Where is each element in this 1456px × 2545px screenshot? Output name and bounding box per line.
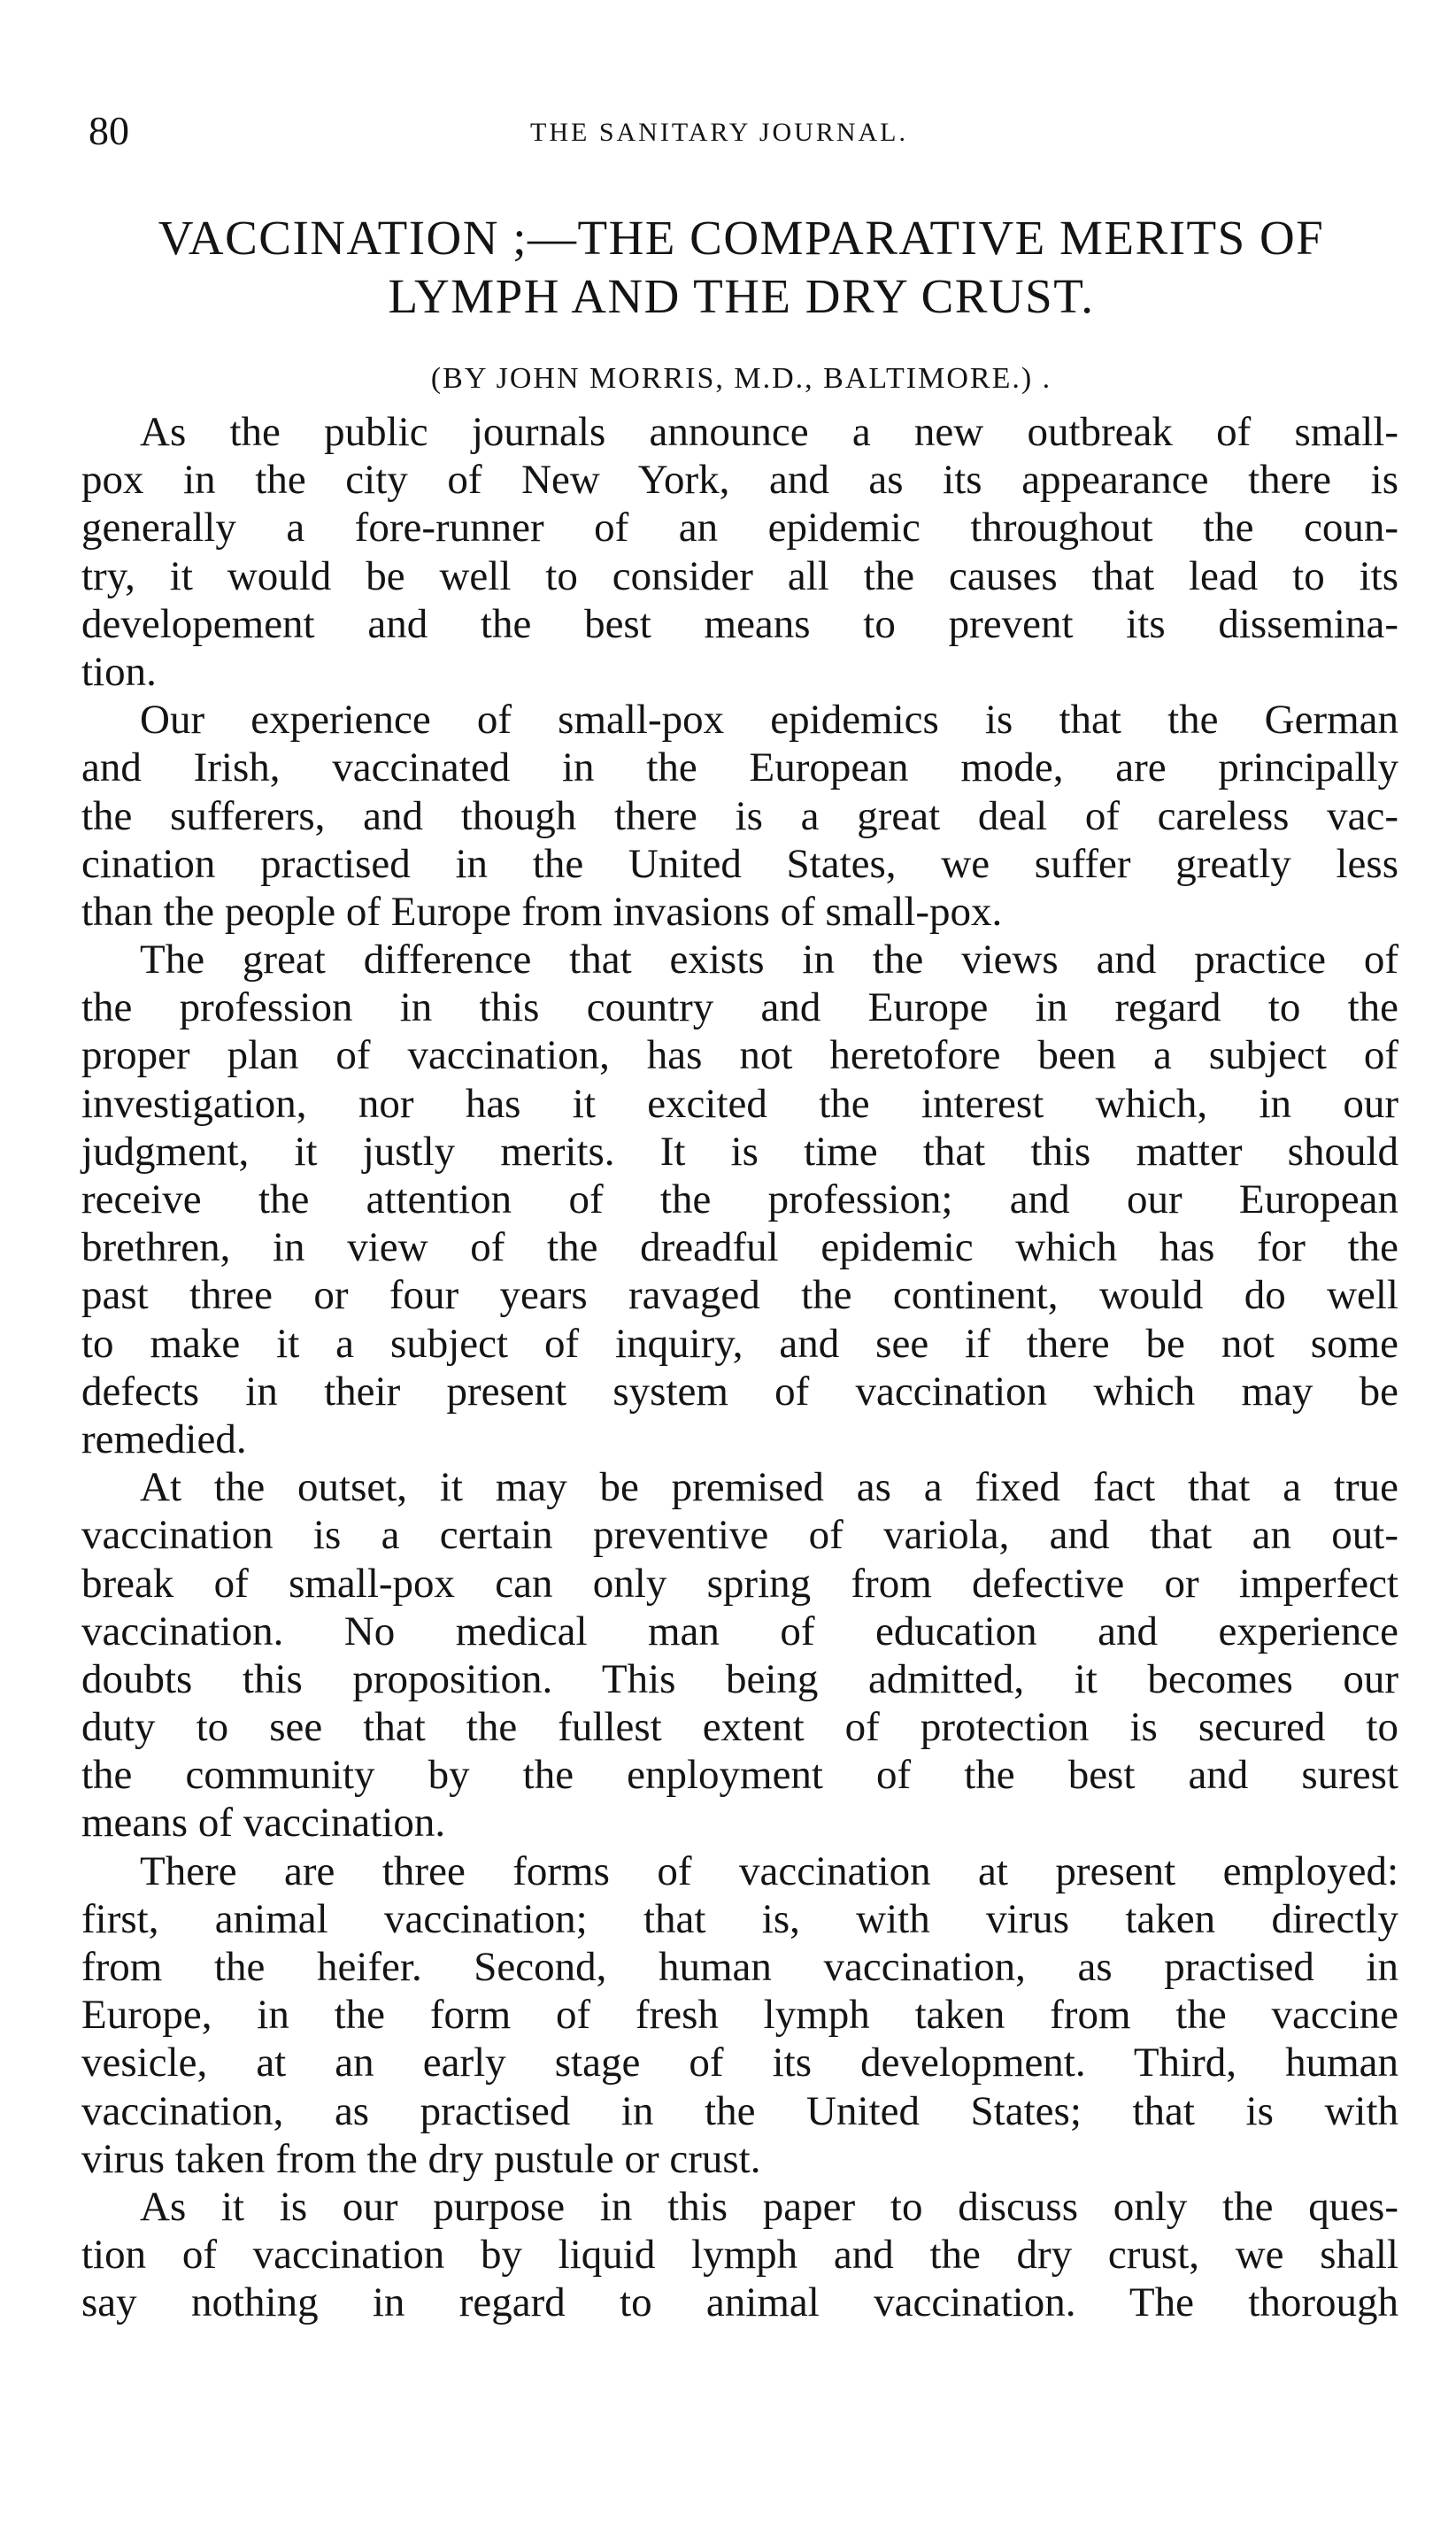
article-title bbox=[71, 209, 1412, 326]
text-line: vaccination, as practised in the United States; that is with bbox=[81, 2087, 1398, 2134]
text-line: generally a fore-runner of an epidemic throughout the coun- bbox=[81, 505, 1398, 551]
text-line: The great difference that exists in the views and practice of bbox=[140, 937, 1398, 983]
text-line: doubts this proposition. This being admitted, it becomes our bbox=[81, 1655, 1398, 1702]
article-body bbox=[81, 408, 1398, 2327]
text-line: judgment, it justly merits. It is time that this matter should bbox=[81, 1128, 1398, 1175]
article-byline: (BY JOHN MORRIS, M.D., BALTIMORE.) . bbox=[430, 362, 1052, 395]
text-line: try, it would be well to consider all the causes that lead to its bbox=[81, 552, 1398, 599]
text-line: and Irish, vaccinated in the European mode, are principally bbox=[81, 744, 1398, 791]
text-line: brethren, in view of the dreadful epidemic which has for the bbox=[81, 1224, 1398, 1271]
text-line: cination practised in the United States, we suffer greatly less bbox=[81, 840, 1398, 887]
text-line: Our experience of small-pox epidemics is that the German bbox=[140, 697, 1398, 744]
article-title-line: VACCINATION ;—THE COMPARATIVE MERITS OF bbox=[158, 211, 1325, 265]
paragraph bbox=[81, 1847, 1398, 2183]
text-line: tion of vaccination by liquid lymph and the dry crust, we shall bbox=[81, 2232, 1398, 2279]
text-line: than the people of Europe from invasions of small-pox. bbox=[81, 888, 1003, 935]
page-number: 80 bbox=[89, 108, 129, 153]
paragraph bbox=[81, 1463, 1398, 1847]
text-line: duty to see that the fullest extent of protection is secured to bbox=[81, 1704, 1398, 1751]
paragraph bbox=[81, 936, 1398, 1463]
text-line: from the heifer. Second, human vaccination, as practised in bbox=[81, 1944, 1398, 1990]
text-line: break of small-pox can only spring from defective or imperfect bbox=[81, 1560, 1398, 1607]
paragraph bbox=[81, 408, 1398, 696]
paragraph bbox=[81, 696, 1398, 936]
journal-name: THE SANITARY JOURNAL. bbox=[530, 118, 908, 147]
text-line: pox in the city of New York, and as its appearance there is bbox=[81, 457, 1398, 504]
running-head bbox=[89, 104, 1403, 158]
article-title-line: LYMPH AND THE DRY CRUST. bbox=[388, 269, 1095, 323]
text-line: Europe, in the form of fresh lymph taken from the vaccine bbox=[81, 1992, 1398, 2039]
text-line: proper plan of vaccination, has not heretofore been a subject of bbox=[81, 1032, 1398, 1079]
text-line: first, animal vaccination; that is, with virus taken directly bbox=[81, 1895, 1398, 1942]
text-line: vaccination is a certain preventive of variola, and that an out- bbox=[81, 1512, 1398, 1559]
text-line: virus taken from the dry pustule or crust. bbox=[81, 2135, 761, 2182]
text-line: the sufferers, and though there is a great deal of careless vac- bbox=[81, 792, 1398, 839]
text-line: At the outset, it may be premised as a fixed fact that a true bbox=[140, 1464, 1398, 1511]
text-line: investigation, nor has it excited the interest which, in our bbox=[81, 1080, 1398, 1127]
text-line: past three or four years ravaged the continent, would do well bbox=[81, 1272, 1398, 1319]
text-line: means of vaccination. bbox=[81, 1800, 446, 1847]
text-line: the profession in this country and Europe in regard to the bbox=[81, 984, 1398, 1031]
text-line: the community by the enployment of the best and surest bbox=[81, 1752, 1398, 1799]
text-line: developement and the best means to prevent its dissemina- bbox=[81, 600, 1398, 647]
text-line: to make it a subject of inquiry, and see if there be not some bbox=[81, 1320, 1398, 1367]
paragraph bbox=[81, 2183, 1398, 2327]
text-line: As the public journals announce a new outbreak of small- bbox=[140, 409, 1398, 455]
text-line: vesicle, at an early stage of its development. Third, human bbox=[81, 2040, 1398, 2086]
text-line: say nothing in regard to animal vaccination. The thorough bbox=[81, 2279, 1398, 2326]
text-line: As it is our purpose in this paper to discuss only the ques- bbox=[140, 2183, 1398, 2230]
text-line: tion. bbox=[81, 648, 157, 695]
text-line: There are three forms of vaccination at present employed: bbox=[140, 1847, 1398, 1894]
text-line: defects in their present system of vaccination which may be bbox=[81, 1368, 1398, 1415]
text-line: receive the attention of the profession; and our European bbox=[81, 1176, 1398, 1222]
text-line: vaccination. No medical man of education and experience bbox=[81, 1608, 1398, 1654]
text-line: remedied. bbox=[81, 1415, 247, 1462]
